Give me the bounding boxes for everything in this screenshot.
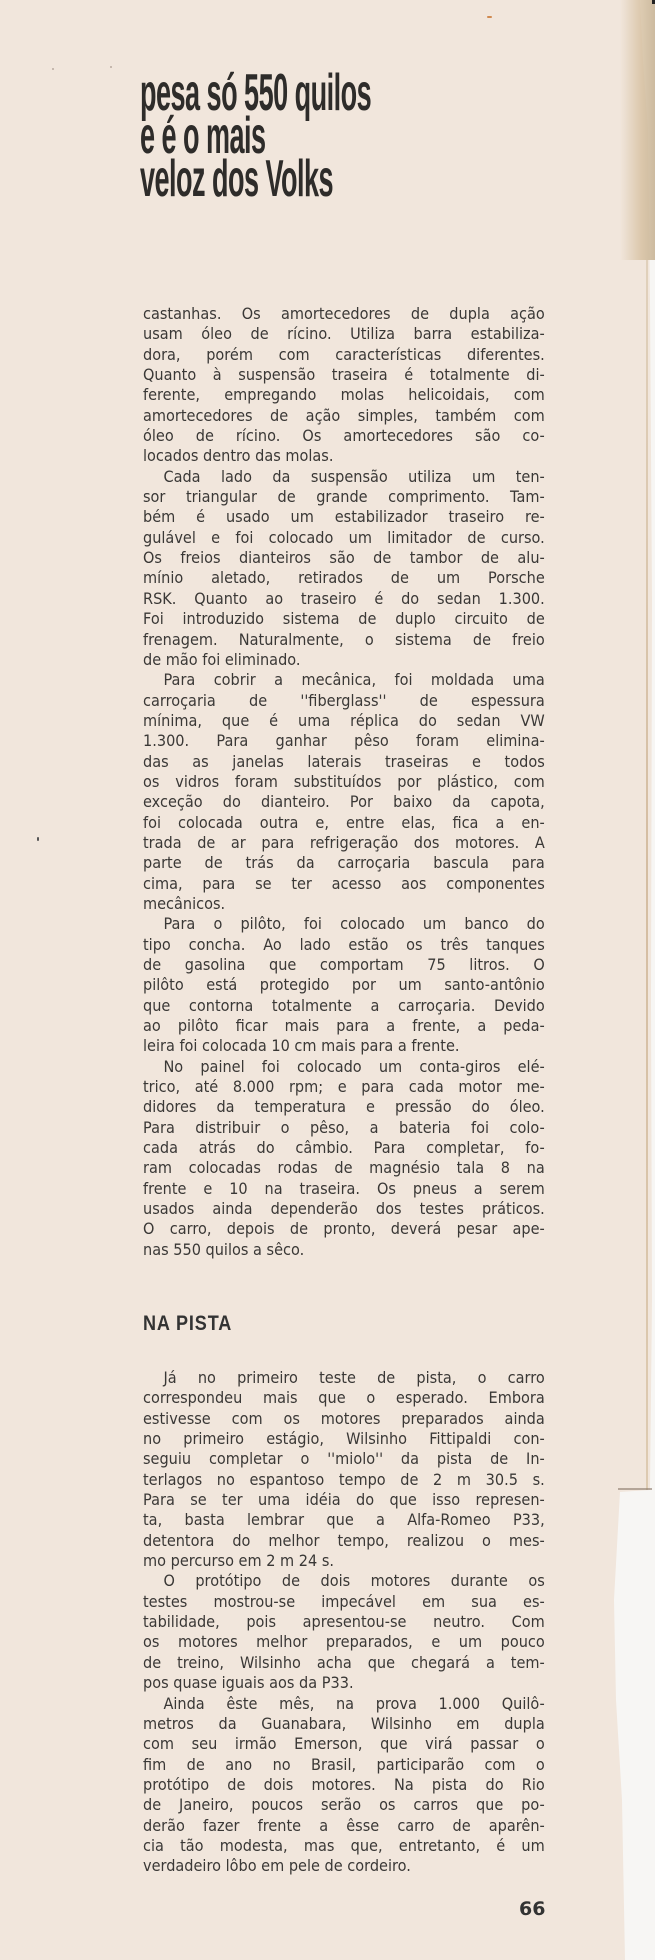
text-line: trada de ar para refrigeração dos motores. A: [143, 833, 545, 852]
text-line: de mão foi eliminado.: [143, 650, 301, 669]
text-line: tipo concha. Ao lado estão os três tanques: [143, 935, 545, 954]
text-line: usados ainda dependerão dos testes práticos.: [143, 1200, 545, 1219]
text-line: exceção do dianteiro. Por baixo da capota,: [143, 793, 545, 812]
text-line: estivesse com os motores preparados ainda: [143, 1409, 545, 1428]
text-line: cia tão modesta, mas que, entretanto, é um: [143, 1836, 545, 1855]
text-line: de Janeiro, poucos serão os carros que po-: [143, 1796, 545, 1815]
text-line: Os freios dianteiros são de tambor de alu-: [143, 549, 545, 568]
text-line: que contorna totalmente a carroçaria. Devido: [143, 996, 545, 1015]
text-line: No painel foi colocado um conta-giros elé-: [163, 1057, 545, 1076]
headline-line: pesa só 550 quilos: [140, 64, 372, 122]
text-line: usam óleo de rícino. Utiliza barra estabiliza-: [143, 325, 545, 344]
text-line: nas 550 quilos a sêco.: [143, 1240, 305, 1259]
text-line: O carro, depois de pronto, deverá pesar ape-: [143, 1220, 545, 1239]
text-line: castanhas. Os amortecedores de dupla ação: [143, 305, 545, 323]
text-line: sor triangular de grande comprimento. Tam-: [143, 488, 545, 507]
text-line: fim de ano no Brasil, participarão com o: [143, 1755, 545, 1774]
text-line: de gasolina que comportam 75 litros. O: [143, 956, 545, 974]
text-line: RSK. Quanto ao traseiro é do sedan 1.300.: [143, 589, 545, 608]
text-line: locados dentro das molas.: [143, 447, 334, 466]
text-line: amortecedores de ação simples, também com: [143, 406, 545, 425]
headline: [140, 64, 584, 208]
text-line: frenagem. Naturalmente, o sistema de freio: [143, 630, 545, 649]
text-line: 1.300. Para ganhar pêso foram elimina-: [143, 732, 545, 751]
text-line: no primeiro estágio, Wilsinho Fittipaldi con-: [143, 1430, 545, 1449]
paper-edge-stain: [620, 0, 655, 260]
article-body-part1: [143, 304, 545, 1260]
text-line: detentora do melhor tempo, realizou o mes-: [143, 1531, 545, 1550]
headline-line: veloz dos Volks: [140, 150, 334, 208]
text-line: óleo de rícino. Os amortecedores são co-: [143, 427, 545, 446]
text-line: mínio aletado, retirados de um Porsche: [143, 569, 545, 588]
text-line: testes mostrou-se impecável em sua es-: [143, 1592, 545, 1611]
text-line: foi colocada outra e, entre elas, fica a en-: [143, 813, 545, 832]
text-line: mínima, que é uma réplica do sedan VW: [143, 711, 545, 730]
text-line: carroçaria de ''fiberglass'' de espessura: [143, 691, 545, 710]
text-line: com seu irmão Emerson, que virá passar o: [143, 1735, 545, 1754]
text-line: correspondeu mais que o esperado. Embora: [143, 1389, 545, 1408]
text-line: os motores melhor preparados, e um pouco: [143, 1633, 545, 1652]
paper-edge: [646, 260, 648, 1490]
text-line: de treino, Wilsinho acha que chegará a tem-: [143, 1653, 545, 1672]
page-number: 66: [519, 1898, 546, 1920]
text-line: Foi introduzido sistema de duplo circuito de: [143, 610, 545, 629]
text-line: terlagos no espantoso tempo de 2 m 30.5 s.: [143, 1470, 545, 1489]
text-line: tabilidade, pois apresentou-se neutro. Com: [143, 1613, 545, 1632]
text-line: cada atrás do câmbio. Para completar, fo-: [143, 1139, 545, 1158]
text-line: das as janelas laterais traseiras e todos: [143, 752, 545, 771]
text-line: Quanto à suspensão traseira é totalmente di-: [143, 366, 545, 385]
text-line: parte de trás da carroçaria bascula para: [143, 854, 545, 873]
text-line: Cada lado da suspensão utiliza um ten-: [163, 467, 545, 486]
text-line: protótipo de dois motores. Na pista do Rio: [143, 1775, 545, 1794]
text-line: ram colocadas rodas de magnésio tala 8 na: [143, 1159, 545, 1178]
section-heading: NA PISTA: [143, 1312, 233, 1335]
headline-line: e é o mais: [140, 107, 266, 165]
text-line: derão fazer frente a êsse carro de aparên-: [143, 1816, 545, 1835]
text-line: didores da temperatura e pressão do óleo.: [143, 1098, 545, 1117]
text-line: Ainda êste mês, na prova 1.000 Quilô-: [163, 1694, 545, 1713]
text-line: O protótipo de dois motores durante os: [163, 1572, 545, 1591]
text-line: mecânicos.: [143, 894, 226, 913]
text-line: ta, basta lembrar que a Alfa-Romeo P33,: [143, 1511, 545, 1530]
text-line: Para o pilôto, foi colocado um banco do: [163, 915, 545, 934]
text-line: ferente, empregando molas helicoidais, com: [143, 386, 545, 405]
text-line: Já no primeiro teste de pista, o carro: [163, 1369, 545, 1387]
paper-speck: [110, 66, 112, 68]
paper-tear: [618, 1488, 652, 1490]
text-line: bém é usado um estabilizador traseiro re-: [143, 508, 545, 527]
paper-speck: [487, 16, 492, 18]
text-line: ao pilôto ficar mais para a frente, a peda-: [143, 1017, 545, 1036]
text-line: pilôto está protegido por um santo-antônio: [143, 976, 545, 995]
text-line: frente e 10 na traseira. Os pneus a serem: [143, 1179, 545, 1198]
text-line: pos quase iguais aos da P33.: [143, 1674, 354, 1693]
text-line: Para distribuir o pêso, a bateria foi colo-: [143, 1118, 545, 1137]
text-line: cima, para se ter acesso aos componentes: [143, 874, 545, 893]
text-line: gulável e foi colocado um limitador de curso.: [143, 528, 545, 547]
text-line: Para cobrir a mecânica, foi moldada uma: [163, 671, 545, 690]
text-line: leira foi colocada 10 cm mais para a frente.: [143, 1037, 460, 1056]
text-line: dora, porém com características diferentes.: [143, 345, 545, 364]
paper-speck: [52, 68, 54, 70]
text-line: os vidros foram substituídos por plástico, com: [143, 772, 545, 791]
text-line: metros da Guanabara, Wilsinho em dupla: [143, 1714, 545, 1733]
article-body-part2: [143, 1368, 545, 1877]
text-line: seguiu completar o ''miolo'' da pista de In-: [143, 1450, 545, 1469]
paper-speck: [37, 837, 39, 841]
text-line: verdadeiro lôbo em pele de cordeiro.: [143, 1857, 411, 1876]
text-line: trico, até 8.000 rpm; e para cada motor me-: [143, 1078, 545, 1097]
text-line: mo percurso em 2 m 24 s.: [143, 1552, 335, 1571]
text-line: Para se ter uma idéia do que isso represen-: [143, 1491, 545, 1510]
